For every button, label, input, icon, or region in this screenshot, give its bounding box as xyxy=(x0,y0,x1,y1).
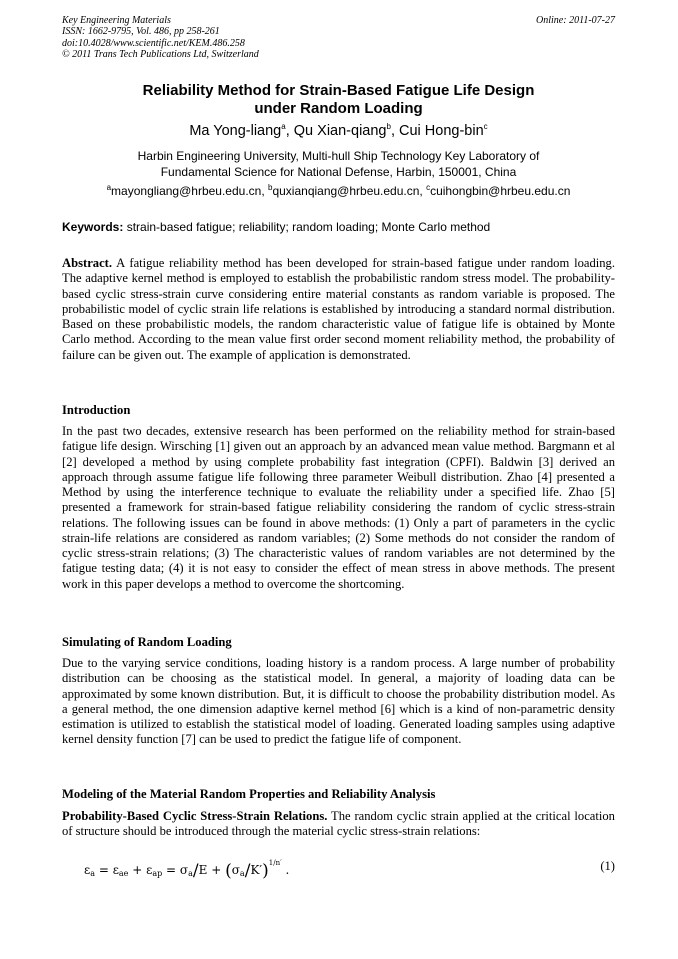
email-1-mark: a xyxy=(106,183,112,192)
affiliation-line-2: Fundamental Science for National Defense, Harbin, 150001, China xyxy=(160,164,517,179)
author-list xyxy=(62,122,615,140)
modeling-lead: Probability-Based Cyclic Stress-Strain Relations. xyxy=(62,809,328,823)
eq-sub-ap: ap xyxy=(152,869,163,878)
email-3: cuihongbin@hrbeu.edu.cn xyxy=(430,184,571,198)
section-heading-introduction: Introduction xyxy=(62,403,131,417)
equation-number: (1) xyxy=(600,859,615,873)
online-date: Online: 2011-07-27 xyxy=(536,15,615,26)
equation-1 xyxy=(84,853,615,883)
affiliation-line-1: Harbin Engineering University, Multi-hull Ship Technology Key Laboratory of xyxy=(137,149,540,163)
eq-exponent: 1/n′ xyxy=(268,859,282,867)
eq-equals: = xyxy=(162,863,180,877)
eq-lparen: ( xyxy=(225,861,232,881)
email-2-mark: b xyxy=(268,183,273,192)
email-2: quxianqiang@hrbeu.edu.cn xyxy=(272,184,420,198)
eq-plus: + xyxy=(207,863,226,877)
abstract xyxy=(62,256,615,363)
eq-E: E xyxy=(198,863,208,877)
author-1: Ma Yong-liang xyxy=(189,123,282,139)
eq-slash: / xyxy=(192,861,199,881)
keywords xyxy=(62,220,615,235)
journal-copyright: © 2011 Trans Tech Publications Ltd, Switzerland xyxy=(62,49,259,61)
eq-epsilon: ε xyxy=(146,863,153,877)
author-3-mark: c xyxy=(483,122,488,132)
eq-sigma: σ xyxy=(179,863,189,877)
abstract-text: A fatigue reliability method has been developed for strain-based fatigue under random loading. The adaptive kernel method is employed to establish the probabilistic random stress model. The probability-based cyclic stress-strain curve considering entire material constants as random variable is proposed. The probabilistic model of cyclic strain life relations is established by introducing a standard normal distribution. Based on these probabilistic models, the random characteristic value of fatigue life is obtained by Monte Carlo method. According to the mean value first order second moment reliability method, the probability of failure can be given out. The example of application is demonstrated. xyxy=(62,256,615,362)
section-heading-simulating: Simulating of Random Loading xyxy=(62,635,232,649)
keywords-label: Keywords: xyxy=(62,220,124,234)
eq-period: . xyxy=(281,863,290,877)
eq-sub-a: a xyxy=(90,869,95,878)
introduction-paragraph: In the past two decades, extensive research has been performed on the reliability method for strain-based fatigue life design. Wirsching [1] given out an approach by an advanced mean value method. Bargmann et al [2] developed a method by using complete probability fast integration (CPFI). Baldwin [3] derived an approach through assume fatigue life following three parameter Weibull distribution. Zhao [4] presented a Method by using the interference technique to evaluate the reliability under a specified life. Zhao [5] presented a framework for strain-based fatigue reliability considering the random of cyclic stress-strain relations. The following issues can be found in above methods: (1) Only a part of parameters in the cyclic strain-life relations are considered as random variables; (2) Some methods do not consider the random of cyclic stress-strain relations; (3) The characteristic values of random variables are not determined by the fatigue testing data; (4) it is not easy to consider the effect of mean stress in above methods. The present work in this paper develops a method to overcome the shortcoming. xyxy=(62,424,615,591)
eq-plus: + xyxy=(128,863,147,877)
eq-epsilon: ε xyxy=(84,863,91,877)
author-separator: , xyxy=(285,123,294,139)
modeling-text: The random cyclic strain applied at the critical location of structure should be introduced through the material cyclic stress-strain relations: xyxy=(62,809,615,839)
simulating-paragraph: Due to the varying service conditions, loading history is a random process. A large number of probability distribution can be choosing as the statistical model. In general, a majority of loading data can be approximated by some known distribution. But, it is difficult to choose the probability distribution model. As a general method, the one dimension adaptive kernel method [6] which is a kind of non-parametric density estimation is utilized to establish the statistical model of loading. Generated loading samples using adaptive kernel density function [7] can be used to predict the fatigue life of component. xyxy=(62,656,615,747)
journal-doi: doi:10.4028/www.scientific.net/KEM.486.258 xyxy=(62,37,245,49)
eq-sigma: σ xyxy=(231,863,240,877)
journal-issn: ISSN: 1662-9795, Vol. 486, pp 258-261 xyxy=(62,26,220,38)
email-separator: , xyxy=(419,184,427,198)
paper-title xyxy=(62,82,615,118)
title-line-2: under Random Loading xyxy=(254,100,423,117)
eq-sub-a: a xyxy=(239,869,245,878)
modeling-paragraph xyxy=(62,809,615,840)
author-3: Cui Hong-bin xyxy=(399,123,484,139)
email-1: mayongliang@hrbeu.edu.cn xyxy=(111,184,262,198)
email-separator: , xyxy=(261,184,268,198)
eq-prime: ′ xyxy=(259,863,263,877)
eq-epsilon: ε xyxy=(112,863,119,877)
title-line-1: Reliability Method for Strain-Based Fatigue Life Design xyxy=(142,82,535,99)
author-separator: , xyxy=(390,123,399,139)
abstract-label: Abstract. xyxy=(62,256,113,270)
eq-equals: = xyxy=(95,863,113,877)
equation-formula xyxy=(84,859,289,881)
author-2: Qu Xian-qiang xyxy=(293,123,387,139)
eq-K: K xyxy=(250,863,260,877)
affiliation xyxy=(62,149,615,180)
journal-name: Key Engineering Materials xyxy=(62,15,171,26)
author-2-mark: b xyxy=(386,122,391,132)
eq-sub-a: a xyxy=(188,869,193,878)
keywords-text: strain-based fatigue; reliability; random loading; Monte Carlo method xyxy=(126,220,491,234)
author-emails xyxy=(62,184,615,199)
email-3-mark: c xyxy=(426,183,431,192)
eq-sub-ae: ae xyxy=(118,869,129,878)
author-1-mark: a xyxy=(281,122,286,132)
section-heading-modeling: Modeling of the Material Random Properties and Reliability Analysis xyxy=(62,787,436,801)
journal-header xyxy=(62,15,615,61)
eq-rparen: ) xyxy=(262,861,269,881)
eq-slash: / xyxy=(244,861,251,881)
